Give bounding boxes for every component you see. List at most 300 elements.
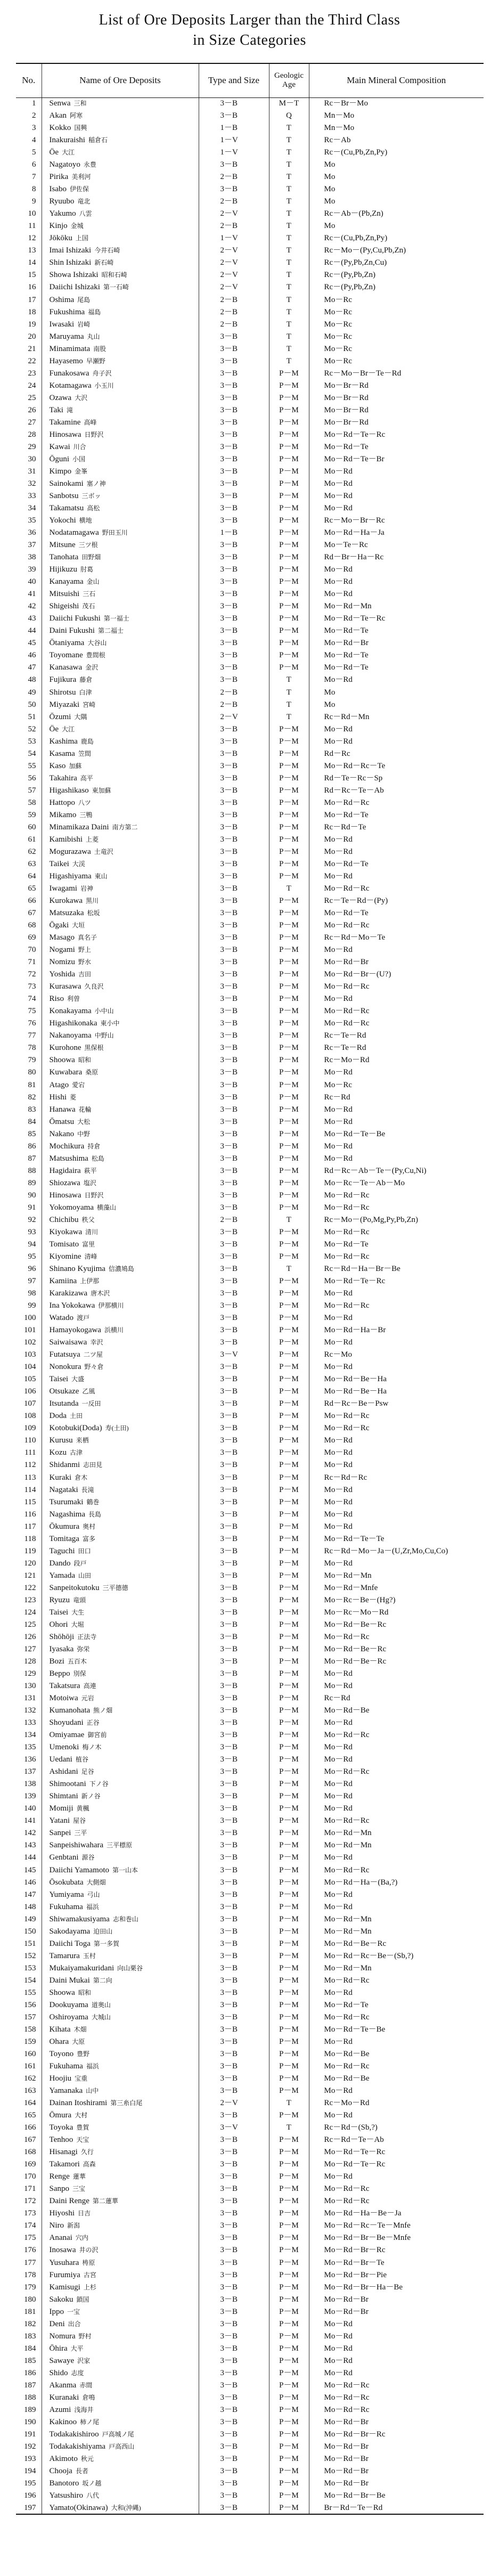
row-number: 74 <box>28 994 36 1004</box>
geologic-age: P－M <box>269 2183 309 2195</box>
geologic-age: P－M <box>269 1275 309 1287</box>
deposit-name-latin: Kiyokawa <box>49 1227 83 1236</box>
row-number: 122 <box>24 1583 36 1592</box>
deposit-name <box>42 2195 199 2207</box>
deposit-name <box>42 1570 199 1582</box>
deposit-name-japanese: 向山栗谷 <box>117 1964 143 1972</box>
row-number: 179 <box>24 2282 36 2292</box>
table-row <box>16 539 484 551</box>
deposit-name <box>42 932 199 944</box>
deposit-name-japanese: 早瀬野 <box>86 357 105 365</box>
deposit-name-latin: Fukushima <box>49 307 85 316</box>
deposit-name <box>42 895 199 907</box>
row-number: 134 <box>24 1731 36 1740</box>
table-row <box>16 331 484 343</box>
geologic-age: P－M <box>269 870 309 883</box>
type-size: 3－B <box>199 2171 269 2183</box>
type-size: 3－B <box>199 600 269 613</box>
row-number: 193 <box>24 2455 36 2464</box>
mineral-composition: Mo <box>309 699 484 711</box>
table-row <box>16 1839 484 1852</box>
deposit-name-latin: Matsushima <box>49 1154 88 1163</box>
mineral-composition: Mo－Rd <box>309 576 484 588</box>
deposit-name-japanese: 上菱 <box>86 835 99 843</box>
deposit-name-japanese: 梅ノ木 <box>82 1743 102 1751</box>
deposit-name-japanese: 第二蓮華 <box>92 2197 118 2205</box>
deposit-name-latin: Shimootani <box>49 1780 86 1789</box>
row-number: 159 <box>24 2037 36 2046</box>
mineral-composition: Rc－Rd－Ha－Br－Be <box>309 1263 484 1275</box>
deposit-name <box>42 1410 199 1422</box>
deposit-name <box>42 1582 199 1594</box>
mineral-composition: Mo－Te－Rc <box>309 539 484 551</box>
mineral-composition: Rd－Rc－Ab－Te－(Py,Cu,Ni) <box>309 1165 484 1177</box>
type-size: 3－B <box>199 1447 269 1459</box>
type-size: 3－B <box>199 932 269 944</box>
mineral-composition: Mo－Rd－Mn <box>309 1827 484 1839</box>
table-row <box>16 1754 484 1766</box>
mineral-composition: Mo－Rd－Br－Te <box>309 2257 484 2269</box>
table-row <box>16 2109 484 2122</box>
mineral-composition: Mo－Rd－Rc <box>309 2183 484 2195</box>
type-size: 3－B <box>199 502 269 515</box>
type-size: 3－B <box>199 1839 269 1852</box>
deposit-name-japanese: 豊野 <box>77 2050 90 2058</box>
deposit-name-latin: Yoshida <box>49 970 75 979</box>
deposit-name-latin: Yatsushiro <box>49 2491 83 2500</box>
deposit-name <box>42 1484 199 1496</box>
deposit-name-japanese: 大生 <box>71 1608 85 1616</box>
geologic-age: P－M <box>269 1324 309 1336</box>
type-size: 3－B <box>199 895 269 907</box>
row-number: 59 <box>28 810 36 819</box>
deposit-name-japanese: 八ツ <box>78 798 91 806</box>
row-number: 124 <box>24 1608 36 1617</box>
deposit-name-latin: Shoyudani <box>49 1718 84 1727</box>
deposit-name <box>42 2441 199 2453</box>
table-row <box>16 723 484 736</box>
deposit-name-japanese: 大側畑 <box>86 1878 106 1886</box>
deposit-name <box>42 1533 199 1545</box>
type-size: 3－B <box>199 748 269 760</box>
deposit-name <box>42 1913 199 1926</box>
mineral-composition: Mo <box>309 171 484 183</box>
deposit-name-japanese: 東山 <box>94 872 108 880</box>
deposit-name <box>42 919 199 932</box>
geologic-age: T <box>269 220 309 232</box>
geologic-age: T <box>269 134 309 146</box>
mineral-composition: Mo－Rd <box>309 1778 484 1790</box>
mineral-composition: Mo－Rd <box>309 588 484 600</box>
row-number: 111 <box>24 1448 36 1457</box>
type-size: 3－B <box>199 1434 269 1447</box>
deposit-name-latin: Ōkumura <box>49 1522 80 1531</box>
geologic-age: P－M <box>269 2036 309 2048</box>
deposit-name-japanese: 伊那横川 <box>98 1302 124 1310</box>
row-number: 53 <box>28 737 36 746</box>
geologic-age: T <box>269 331 309 343</box>
geologic-age: P－M <box>269 1054 309 1066</box>
type-size: 3－B <box>199 110 269 122</box>
mineral-composition: Mo－Rd <box>309 870 484 883</box>
deposit-name-japanese: 穴内 <box>75 2234 88 2242</box>
table-row <box>16 637 484 649</box>
mineral-composition: Mo－Rd－Rc <box>309 797 484 809</box>
deposit-name-japanese: 唐木沢 <box>91 1290 110 1298</box>
geologic-age: P－M <box>269 2502 309 2514</box>
geologic-age: P－M <box>269 1877 309 1889</box>
type-size: 3－B <box>199 2244 269 2256</box>
deposit-name-japanese: 上杉 <box>83 2283 96 2291</box>
geologic-age: P－M <box>269 1533 309 1545</box>
type-size: 3－B <box>199 1091 269 1104</box>
deposit-name <box>42 1975 199 1987</box>
type-size: 3－B <box>199 1570 269 1582</box>
deposit-name-latin: Kaso <box>49 761 66 770</box>
geologic-age: P－M <box>269 919 309 932</box>
table-row <box>16 1324 484 1336</box>
deposit-name-latin: Toyono <box>49 2049 74 2058</box>
deposit-name-latin: Ina Yokokawa <box>49 1301 95 1310</box>
row-number: 23 <box>28 369 36 378</box>
geologic-age: P－M <box>269 1889 309 1901</box>
row-number: 42 <box>28 602 36 611</box>
mineral-composition: Mo－Rd－Mn <box>309 1926 484 1938</box>
geologic-age: P－M <box>269 1116 309 1128</box>
deposit-name <box>42 441 199 453</box>
type-size: 3－B <box>199 1827 269 1839</box>
mineral-composition: Mo－Rd－Mn <box>309 600 484 613</box>
geologic-age: P－M <box>269 1005 309 1017</box>
type-size: 3－B <box>199 404 269 417</box>
table-row <box>16 441 484 453</box>
deposit-name <box>42 662 199 674</box>
geologic-age: T <box>269 343 309 355</box>
mineral-composition: Mo－Rd <box>309 1312 484 1324</box>
deposit-name <box>42 244 199 257</box>
deposit-name <box>42 1361 199 1373</box>
type-size: 2－V <box>199 244 269 257</box>
mineral-composition: Mo－Br－Rd <box>309 380 484 392</box>
row-number: 61 <box>28 835 36 844</box>
row-number: 150 <box>24 1927 36 1936</box>
deposit-name-latin: Ozawa <box>49 393 72 402</box>
row-number: 57 <box>28 786 36 795</box>
deposit-name-japanese: 久行 <box>80 2148 94 2156</box>
deposit-name-latin: Taguchi <box>49 1546 75 1555</box>
type-size: 3－B <box>199 2343 269 2355</box>
row-number: 75 <box>28 1007 36 1016</box>
header-mineral: Main Mineral Composition <box>309 63 484 97</box>
table-row <box>16 895 484 907</box>
table-row <box>16 1385 484 1398</box>
row-number: 195 <box>24 2479 36 2488</box>
mineral-composition: Rc－Rd－Te－Ab <box>309 2134 484 2146</box>
row-number: 88 <box>28 1166 36 1175</box>
row-number: 34 <box>28 504 36 513</box>
deposit-name <box>42 551 199 564</box>
table-row <box>16 576 484 588</box>
table-row <box>16 1336 484 1349</box>
geologic-age: T <box>269 269 309 281</box>
table-row <box>16 699 484 711</box>
table-row <box>16 1202 484 1214</box>
geologic-age: P－M <box>269 1717 309 1729</box>
deposit-name-japanese: 黒保根 <box>84 1044 104 1052</box>
geologic-age: P－M <box>269 2465 309 2477</box>
type-size: 3－B <box>199 870 269 883</box>
geologic-age: P－M <box>269 1827 309 1839</box>
deposit-name <box>42 1251 199 1263</box>
row-number: 65 <box>28 884 36 893</box>
deposit-name <box>42 2502 199 2514</box>
type-size: 3－B <box>199 1668 269 1680</box>
table-row <box>16 674 484 686</box>
table-row <box>16 1472 484 1484</box>
type-size: 3－B <box>199 2232 269 2244</box>
type-size: 3－B <box>199 944 269 956</box>
deposit-name-latin: Nagataki <box>49 1485 78 1494</box>
deposit-name-japanese: 川合 <box>73 443 86 451</box>
deposit-name-latin: Isabo <box>49 185 67 194</box>
mineral-composition: Mo－Rd <box>309 2343 484 2355</box>
geologic-age: P－M <box>269 1472 309 1484</box>
deposit-name <box>42 1558 199 1570</box>
deposit-name-japanese: 白津 <box>79 688 92 696</box>
mineral-composition: Mo－Rd－Mn <box>309 1839 484 1852</box>
deposit-name-japanese: 第二福士 <box>97 627 124 635</box>
table-row <box>16 110 484 122</box>
table-row <box>16 600 484 613</box>
type-size: 3－B <box>199 2073 269 2085</box>
deposit-name-latin: Kuraki <box>49 1473 72 1482</box>
table-row <box>16 2134 484 2146</box>
table-row <box>16 1030 484 1042</box>
deposit-name <box>42 1790 199 1803</box>
deposit-name-latin: Akan <box>49 111 67 120</box>
deposit-name-japanese: 大村 <box>75 2112 88 2120</box>
deposit-name-latin: Shoowa <box>49 1988 75 1997</box>
deposit-name <box>42 1656 199 1668</box>
table-row <box>16 2490 484 2502</box>
deposit-name <box>42 760 199 772</box>
deposit-name <box>42 723 199 736</box>
deposit-name-japanese: 田口 <box>78 1547 91 1555</box>
deposit-name-latin: Yumiyama <box>49 1890 84 1899</box>
mineral-composition: Rc－Ab－(Pb,Zn) <box>309 208 484 220</box>
geologic-age: P－M <box>269 2428 309 2441</box>
table-row <box>16 1398 484 1410</box>
deposit-name <box>42 1263 199 1275</box>
deposit-name-latin: Umenoki <box>49 1743 79 1752</box>
deposit-name-latin: Dando <box>49 1559 71 1568</box>
row-number: 11 <box>28 222 36 231</box>
deposit-name-japanese: 八代 <box>86 2492 100 2500</box>
geologic-age: P－M <box>269 907 309 919</box>
deposit-name-latin: Nomizu <box>49 958 75 967</box>
type-size: 3－B <box>199 466 269 478</box>
row-number: 27 <box>28 418 36 427</box>
mineral-composition: Rc－Mo－(Py,Cu,Pb,Zn) <box>309 244 484 257</box>
geologic-age: T <box>269 1263 309 1275</box>
table-row <box>16 319 484 331</box>
mineral-composition: Mo－Rd－Rc <box>309 1975 484 1987</box>
row-number: 76 <box>28 1019 36 1028</box>
deposit-name-japanese: 山田 <box>78 1571 91 1579</box>
type-size: 3－B <box>199 1619 269 1631</box>
geologic-age: P－M <box>269 993 309 1005</box>
table-row <box>16 2355 484 2367</box>
type-size: 3－B <box>199 1607 269 1619</box>
deposit-name-japanese: 赤間 <box>79 2381 93 2389</box>
deposit-name <box>42 1717 199 1729</box>
mineral-composition: Mo－Rd <box>309 564 484 576</box>
deposit-name-latin: Ryuzu <box>49 1595 70 1604</box>
deposit-name-latin: Doda <box>49 1412 67 1421</box>
deposit-name-japanese: 松坂 <box>87 909 100 917</box>
row-number: 160 <box>24 2049 36 2058</box>
deposit-name-japanese: 久良沢 <box>84 983 104 991</box>
row-number: 16 <box>28 283 36 292</box>
row-number: 10 <box>28 209 36 218</box>
mineral-composition: Mo－Rd－Te－Rc <box>309 2146 484 2158</box>
type-size: 3－B <box>199 2109 269 2122</box>
deposit-name-japanese: 三平標原 <box>107 1841 133 1849</box>
type-size: 1－B <box>199 527 269 539</box>
table-row <box>16 846 484 858</box>
deposit-name <box>42 870 199 883</box>
deposit-name-japanese: 一宝 <box>67 2308 80 2316</box>
geologic-age: P－M <box>269 2011 309 2024</box>
deposit-name-latin: Taki <box>49 405 63 414</box>
type-size: 3－B <box>199 1361 269 1373</box>
table-row <box>16 883 484 895</box>
table-row <box>16 760 484 772</box>
deposit-name-japanese: 正谷 <box>86 1719 100 1727</box>
deposit-name <box>42 2048 199 2060</box>
row-number: 197 <box>16 2502 42 2514</box>
deposit-name <box>42 1459 199 1471</box>
deposit-name-latin: Hinosawa <box>49 430 81 439</box>
mineral-composition: Mo－Br－Rd <box>309 417 484 429</box>
deposit-name-latin: Omiyamae <box>49 1731 85 1740</box>
mineral-composition: Mo－Rd－Rc <box>309 981 484 993</box>
deposit-name-latin: Tenhoo <box>49 2135 73 2145</box>
deposit-name-latin: Fujikura <box>49 675 77 684</box>
type-size: 3－B <box>199 490 269 502</box>
deposit-name-latin: Chooja <box>49 2467 72 2476</box>
mineral-composition: Mo－Rd－Br－Be－Mnfe <box>309 2232 484 2244</box>
geologic-age: P－M <box>269 2318 309 2330</box>
geologic-age: P－M <box>269 2085 309 2097</box>
geologic-age: P－M <box>269 1778 309 1790</box>
deposit-name-latin: Ōmura <box>49 2111 72 2120</box>
deposit-name-latin: Kotobuki(Doda) <box>49 1424 102 1433</box>
table-row <box>16 208 484 220</box>
type-size: 3－B <box>199 1226 269 1238</box>
deposit-name <box>42 1643 199 1656</box>
row-number: 8 <box>32 185 36 194</box>
geologic-age: P－M <box>269 2477 309 2490</box>
type-size: 3－B <box>199 2367 269 2379</box>
mineral-composition: Mo－Rd <box>309 2085 484 2097</box>
deposit-name <box>42 2146 199 2158</box>
geologic-age: P－M <box>269 2146 309 2158</box>
table-row <box>16 1950 484 1962</box>
geologic-age: P－M <box>269 1202 309 1214</box>
table-row <box>16 2306 484 2318</box>
table-row <box>16 1631 484 1643</box>
deposit-name-japanese: 木畑 <box>73 2025 87 2033</box>
deposit-name-latin: Taisei <box>49 1375 69 1384</box>
type-size: 3－B <box>199 1631 269 1643</box>
deposit-name-japanese: 大平 <box>70 2344 84 2352</box>
table-row <box>16 1422 484 1434</box>
deposit-name <box>42 2269 199 2281</box>
type-size: 3－B <box>199 2257 269 2269</box>
deposit-name-latin: Kanayama <box>49 577 84 586</box>
table-row <box>16 97 484 110</box>
deposit-name-latin: Sanpeishiwahara <box>49 1841 104 1850</box>
deposit-name <box>42 122 199 134</box>
deposit-name-latin: Todakakishiroo <box>49 2430 99 2439</box>
type-size: 3－B <box>199 1582 269 1594</box>
deposit-name-japanese: 阿寒 <box>70 112 83 120</box>
type-size: 3－B <box>199 1509 269 1521</box>
deposit-name <box>42 1950 199 1962</box>
deposit-name-latin: Yatani <box>49 1816 70 1825</box>
deposit-name-japanese: 上伊那 <box>80 1277 100 1285</box>
mineral-composition: Rc－(Cu,Pb,Zn,Py) <box>309 146 484 159</box>
type-size: 3－B <box>199 1324 269 1336</box>
deposit-name-latin: Shimtani <box>49 1792 78 1801</box>
mineral-composition: Rc－Rd－(Sb,?) <box>309 2122 484 2134</box>
type-size: 3－B <box>199 2330 269 2343</box>
row-number: 191 <box>24 2430 36 2439</box>
deposit-name-latin: Kakinoo <box>49 2417 77 2426</box>
row-number: 178 <box>24 2270 36 2279</box>
type-size: 3－B <box>199 1398 269 1410</box>
deposit-name-japanese: 浜横川 <box>104 1326 124 1334</box>
deposit-name <box>42 1324 199 1336</box>
table-row <box>16 1521 484 1533</box>
type-size: 3－B <box>199 1913 269 1926</box>
table-row <box>16 1017 484 1030</box>
row-number: 96 <box>28 1264 36 1273</box>
row-number: 28 <box>28 430 36 439</box>
deposit-name-latin: Karakizawa <box>49 1289 88 1298</box>
deposit-name-japanese: 新石崎 <box>94 259 114 267</box>
deposit-name-japanese: 二ツ屋 <box>83 1351 103 1359</box>
deposit-name-japanese: 蓮華 <box>72 2173 86 2181</box>
header-name: Name of Ore Deposits <box>42 63 199 97</box>
deposit-name <box>42 195 199 208</box>
deposit-name-latin: Iwagami <box>49 884 77 893</box>
geologic-age: P－M <box>269 2367 309 2379</box>
geologic-age: P－M <box>269 2244 309 2256</box>
deposit-name-latin: Takatsura <box>49 1682 80 1691</box>
deposit-name <box>42 134 199 146</box>
deposit-name-latin: Nagatoyo <box>49 160 80 169</box>
deposit-name-latin: Tomisato <box>49 1240 79 1249</box>
deposit-name <box>42 588 199 600</box>
row-number: 86 <box>28 1142 36 1151</box>
deposit-name <box>42 319 199 331</box>
deposit-name-latin: Todakakishiyama <box>49 2442 106 2451</box>
deposit-name-japanese: 戸高西山 <box>109 2442 135 2450</box>
table-row <box>16 1877 484 1889</box>
deposit-name <box>42 417 199 429</box>
